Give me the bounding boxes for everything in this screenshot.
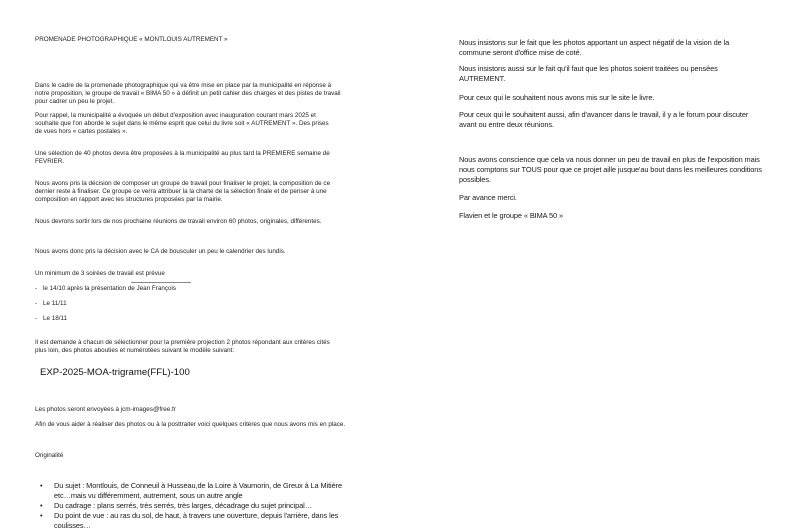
session-item — [35, 285, 285, 293]
signature: Flavien et le groupe « BIMA 50 » — [459, 211, 564, 220]
selection-paragraph: Une sélection de 40 photos devra être proposées à la municipalité au plus tard la PREMIERE semaine de FEVRIER. — [35, 150, 330, 166]
intro-paragraph: Dans le cadre de la promenade photographique qui va être mise en place par la municipalité en réponse à notre proposition, le groupe de travail « BIMA 50 » à définit un petit cahier des charges et des pistes de travail pour cadrer un peu le projet. — [35, 82, 341, 106]
criteria-text: Du cadrage : plans serrés, très serrés, très larges, décadrage du sujet principal… — [54, 501, 312, 510]
criteria-text: Du sujet : Montlouis, de Conneuil à Husseau,de la Loire à Vaumorin, de Greux à La Mitière etc…mais vu différemment, autrement, sous un autre angle — [54, 481, 342, 500]
naming-model: EXP-2025-MOA-trigrame(FFL)-100 — [40, 367, 190, 378]
session-item — [35, 315, 285, 323]
session-text: le 14/10 après la présentation de Jean François — [43, 285, 177, 292]
book-paragraph: Pour ceux qui le souhaitent nous avons mis sur le site le livre. — [459, 93, 655, 102]
bullet-marker: • — [40, 501, 43, 510]
criteria-item — [35, 511, 350, 531]
forum-paragraph: Pour ceux qui le souhaitent aussi, afin d'avancer dans le travail, il y a le forum pour discuter avant ou entre deux réunions. — [459, 110, 749, 129]
negative-photos-paragraph: Nous insistons sur le fait que les photos apportant un aspect négatif de la vision de la commune seront d'office mise de coté. — [459, 38, 730, 57]
selection-request-paragraph: Il est demande à chacun de sélectionner pour la première projection 2 photos répondant aux critères cités plus loin, des photos abouties et numérotées suivant le modèle suivant: — [35, 339, 330, 355]
workgroup-paragraph: Nous avons pris la décision de composer un groupe de travail pour finaliser le projet, la composition de ce dernier reste à finaliser. Ce groupe ce verra attribuer la la charte de la sélection finale et de penser à une composition en rapport avec les structures proposées par la mairie. — [35, 180, 331, 204]
session-item — [35, 300, 285, 308]
calendar-paragraph: Nous avons donc pris la décision avec le CA de bousculer un peu le calendrier des lundis. — [35, 248, 286, 255]
criteria-heading: Originalité — [35, 452, 64, 459]
session-text: Le 18/11 — [43, 315, 68, 322]
criteria-intro-paragraph: Afin de vous aider à réaliser des photos ou à la posttraiter voici quelques critères que nous avons mis en place. — [35, 421, 346, 428]
closing-line: Par avance merci. — [459, 193, 517, 202]
right-page — [400, 0, 800, 532]
bullet-marker: • — [40, 511, 43, 520]
dash-marker: - — [35, 315, 38, 322]
criteria-item — [35, 481, 350, 501]
criteria-list — [35, 481, 350, 531]
photos-needed-paragraph: Nous devrons sortir lors de nos prochaine réunions de travail environ 60 photos, originales, différentes. — [35, 218, 322, 225]
sessions-intro: Un minimum de 3 soirées de travail est prévue — [35, 270, 165, 277]
criteria-text: Du point de vue : au ras du sol, de haut, à travers une ouverture, depuis l'arrière, dans les coulisses… — [54, 511, 339, 530]
email-paragraph: Les photos seront envoyées à jcm-images@free.fr — [35, 406, 176, 413]
session-text: Le 11/11 — [43, 300, 67, 307]
treatment-paragraph: Nous insistons aussi sur le fait qu'il faut que les photos soient traitées ou pensées AUTREMENT. — [459, 64, 718, 83]
dash-marker: - — [35, 285, 38, 292]
reminder-paragraph: Pour rappel, la municipalité a évoquée un début d'exposition avec inauguration courant mars 2025 et souhaite que l'on aborde le sujet dans le même esprit que celui du livre soit « AUTREMENT ». Des prises de vues hors « cartes postales ». — [35, 112, 329, 136]
dash-marker: - — [35, 300, 38, 307]
bullet-marker: • — [40, 481, 43, 490]
criteria-item — [35, 501, 350, 511]
divider-line — [131, 282, 191, 283]
conscience-paragraph: Nous avons conscience que cela va nous donner un peu de travail en plus de l'exposition mais nous comptons sur TOUS pour que ce projet aille jusque'au bout dans les meilleures conditions possibles. — [459, 155, 762, 184]
document-title: PROMENADE PHOTOGRAPHIQUE « MONTLOUIS AUTREMENT » — [35, 36, 228, 43]
